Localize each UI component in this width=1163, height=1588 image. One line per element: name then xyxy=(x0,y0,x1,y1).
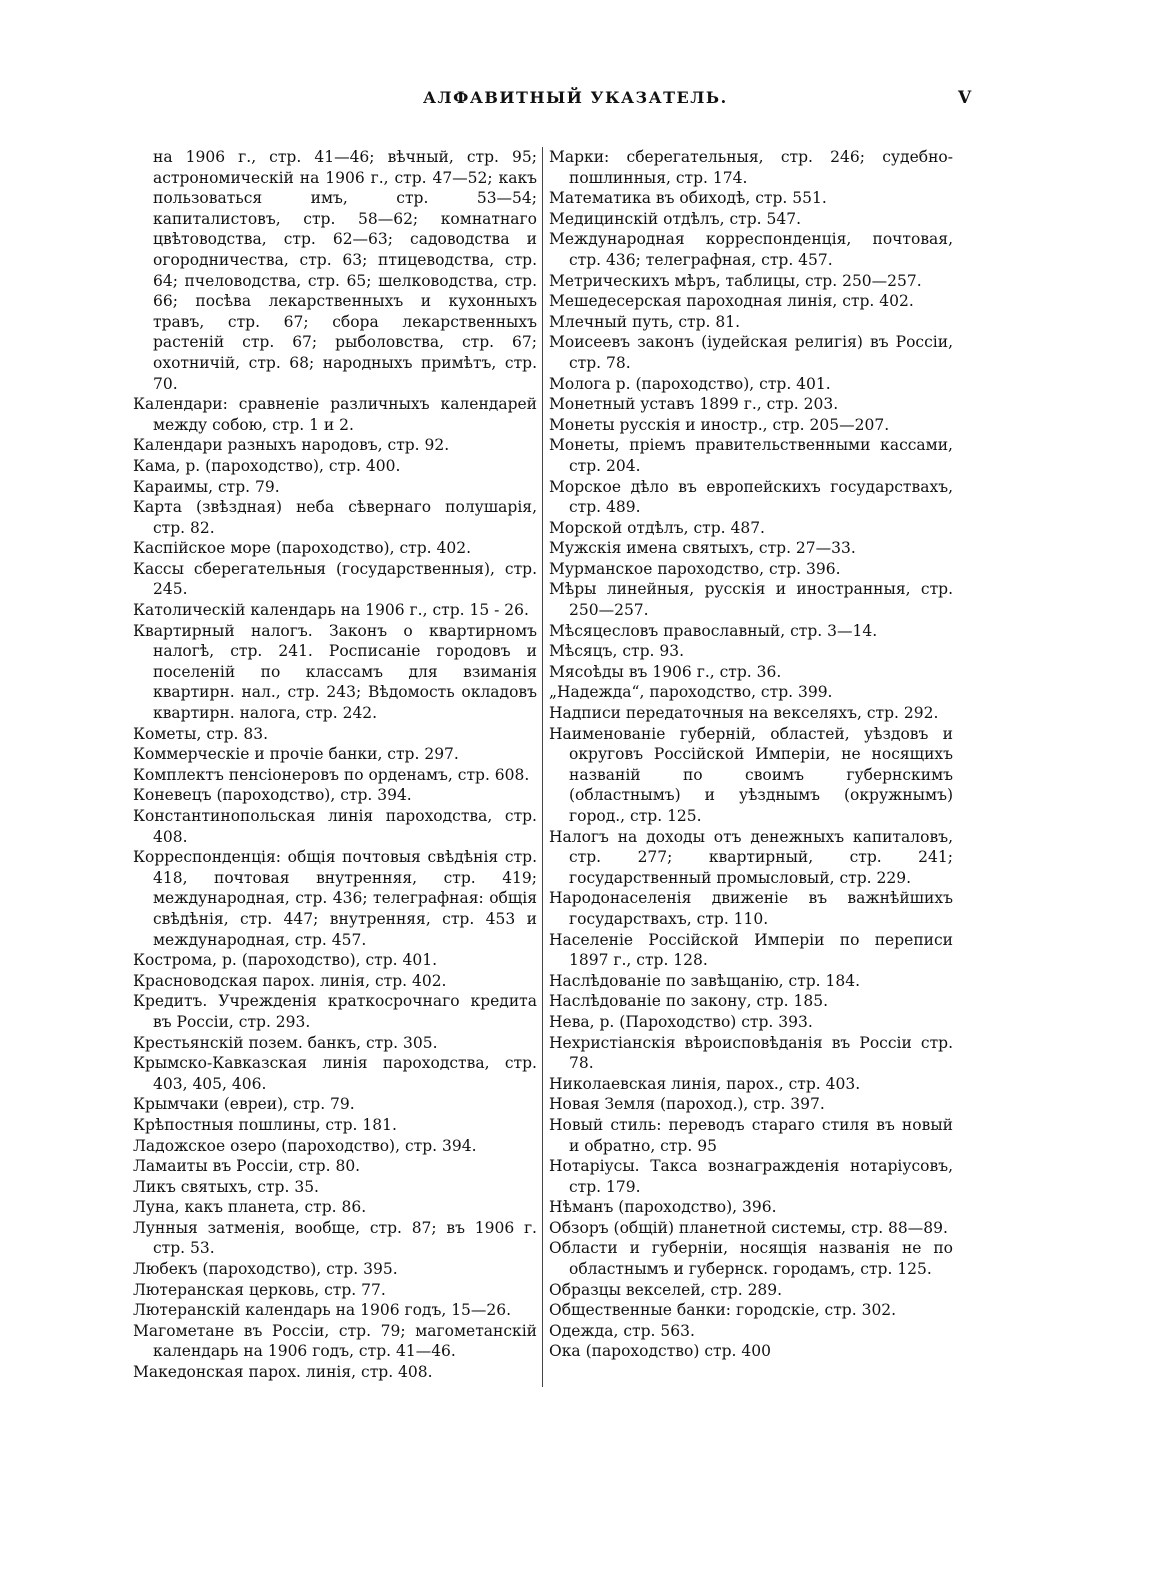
index-entry: Мясоѣды въ 1906 г., стр. 36. xyxy=(549,662,782,681)
index-entry: Новый стиль: переводъ стараго стиля въ новый и обратно, стр. 95 xyxy=(549,1115,953,1155)
index-entry: Красноводская парох. линія, стр. 402. xyxy=(133,971,447,990)
index-entry: Молога р. (пароходство), стр. 401. xyxy=(549,374,831,393)
index-entry: Населеніе Россійской Имперіи по переписи 1897 г., стр. 128. xyxy=(549,930,953,970)
index-entry: Общественные банки: городскіе, стр. 302. xyxy=(549,1301,897,1320)
index-entry: Налогъ на доходы отъ денежныхъ капиталовъ, стр. 277; квартирный, стр. 241; государственный промысловый, стр. 229. xyxy=(549,827,953,887)
index-entry: Корреспонденція: общія почтовыя свѣдѣнія стр. 418, почтовая внутренняя, стр. 419; международная, стр. 436; телеграфная: общія свѣдѣнія, стр. 447; внутренняя, стр. 453 и международная, стр. 457. xyxy=(133,848,537,949)
index-entry: Николаевская линія, парох., стр. 403. xyxy=(549,1074,861,1093)
index-entry: Любекъ (пароходство), стр. 395. xyxy=(133,1260,398,1279)
index-entry: Ока (пароходство) стр. 400 xyxy=(549,1342,771,1361)
index-entry: Магометане въ Россіи, стр. 79; магометанскій календарь на 1906 годъ, стр. 41—46. xyxy=(133,1321,537,1361)
index-entry: Караимы, стр. 79. xyxy=(133,477,280,496)
index-entry: Календари разныхъ народовъ, стр. 92. xyxy=(133,436,450,455)
index-entry: Нева, р. (Пароходство) стр. 393. xyxy=(549,1012,813,1031)
index-entry: Обзоръ (общій) планетной системы, стр. 88—89. xyxy=(549,1218,948,1237)
index-entry: Новая Земля (пароход.), стр. 397. xyxy=(549,1095,825,1114)
index-entry: Морское дѣло въ европейскихъ государствахъ, стр. 489. xyxy=(549,477,953,517)
index-entry: Крымско-Кавказская линія пароходства, стр. 403, 405, 406. xyxy=(133,1054,537,1093)
index-entry: Карта (звѣздная) неба сѣвернаго полушарія, стр. 82. xyxy=(133,498,537,537)
index-entry: Народонаселенія движеніе въ важнѣйшихъ государствахъ, стр. 110. xyxy=(549,889,953,928)
index-entry: Математика въ обиходѣ, стр. 551. xyxy=(549,189,827,208)
page-title: АЛФАВИТНЫЙ УКАЗАТЕЛЬ. xyxy=(423,88,728,107)
index-entry: Мѣры линейныя, русскія и иностранныя, стр. 250—257. xyxy=(549,580,953,620)
index-entry: Лютеранскій календарь на 1906 годъ, 15—26. xyxy=(133,1301,512,1320)
index-entry: Наслѣдованіе по завѣщанію, стр. 184. xyxy=(549,971,861,990)
index-entry: Мужскія имена святыхъ, стр. 27—33. xyxy=(549,539,856,558)
index-entry: Монетный уставъ 1899 г., стр. 203. xyxy=(549,395,839,414)
index-entry: Кредитъ. Учрежденія краткосрочнаго кредита въ Россіи, стр. 293. xyxy=(133,992,537,1031)
index-entry: Кометы, стр. 83. xyxy=(133,724,269,743)
index-entry: Морской отдѣлъ, стр. 487. xyxy=(549,518,765,537)
index-entry: Ликъ святыхъ, стр. 35. xyxy=(133,1177,319,1196)
index-entry: Крѣпостныя пошлины, стр. 181. xyxy=(133,1115,397,1134)
index-entry: Комплектъ пенсіонеровъ по орденамъ, стр. 608. xyxy=(133,765,530,784)
index-entry: Нотаріусы. Такса вознагражденія нотаріусовъ, стр. 179. xyxy=(549,1157,953,1196)
index-entry: Кама, р. (пароходство), стр. 400. xyxy=(133,456,401,475)
index-entry: Нехристіанскія вѣроисповѣданія въ Россіи стр. 78. xyxy=(549,1033,953,1073)
index-entry: Кассы сберегательныя (государственныя), стр. 245. xyxy=(133,559,537,599)
index-entry: Лютеранская церковь, стр. 77. xyxy=(133,1280,386,1299)
index-entry: Мешедесерская пароходная линія, стр. 402. xyxy=(549,292,914,311)
index-entry: Кострома, р. (пароходство), стр. 401. xyxy=(133,951,438,970)
index-entry: Крестьянскій позем. банкъ, стр. 305. xyxy=(133,1033,438,1052)
page-number: V xyxy=(958,88,972,108)
index-entry: Католическій календарь на 1906 г., стр. 15 - 26. xyxy=(133,601,529,620)
index-entry: „Надежда“, пароходство, стр. 399. xyxy=(549,683,833,702)
index-entry: Монеты русскія и иностр., стр. 205—207. xyxy=(549,415,890,434)
index-entry: Моисеевъ законъ (іудейская религія) въ Россіи, стр. 78. xyxy=(549,333,953,372)
index-entry: Надписи передаточныя на векселяхъ, стр. 292. xyxy=(549,704,939,723)
index-entry: Наслѣдованіе по закону, стр. 185. xyxy=(549,992,829,1011)
index-entry: Мурманское пароходство, стр. 396. xyxy=(549,559,841,578)
index-entry: Календари: сравненіе различныхъ календарей между собою, стр. 1 и 2. xyxy=(133,395,537,434)
index-entry: Медицинскій отдѣлъ, стр. 547. xyxy=(549,209,802,228)
index-entry: Нѣманъ (пароходство), 396. xyxy=(549,1198,777,1217)
index-entry: Одежда, стр. 563. xyxy=(549,1321,695,1340)
index-entry: Мѣсяцесловъ православный, стр. 3—14. xyxy=(549,621,878,640)
index-entry: Коммерческіе и прочіе банки, стр. 297. xyxy=(133,745,459,764)
index-entry: Образцы векселей, стр. 289. xyxy=(549,1280,783,1299)
index-entry: Македонская парох. линія, стр. 408. xyxy=(133,1363,433,1382)
index-entry: Лунныя затменія, вообще, стр. 87; въ 1906 г. стр. 53. xyxy=(133,1218,537,1258)
index-entry: Наименованіе губерній, областей, уѣздовъ и округовъ Россійской Имперіи, не носящихъ названій по своимъ губернскимъ (областнымъ) и уѣзднымъ (окружнымъ) город., стр. 125. xyxy=(549,724,953,825)
index-entry: Области и губерніи, носящія названія не по областнымъ и губернск. городамъ, стр. 125. xyxy=(549,1239,953,1279)
index-entry: Мѣсяцъ, стр. 93. xyxy=(549,642,685,661)
index-entry: Ламаиты въ Россіи, стр. 80. xyxy=(133,1157,361,1176)
index-entry: Международная корреспонденція, почтовая, стр. 436; телеграфная, стр. 457. xyxy=(549,230,953,269)
index-entry: на 1906 г., стр. 41—46; вѣчный, стр. 95; астрономическій на 1906 г., стр. 47—52; какъ пользоваться имъ, стр. 53—54; капиталистовъ, стр. 58—62; комнатнаго цвѣтоводства, стр. 62—63; садоводства и огородничества, стр. 63; птицеводства, стр. 64; пчеловодства, стр. 65; шелководства, стр. 66; посѣва лекарственныхъ и кухонныхъ травъ, стр. 67; сбора лекарственныхъ растеній стр. 67; рыболовства, стр. 67; охотничій, стр. 68; народныхъ примѣтъ, стр. 70. xyxy=(153,148,537,393)
index-column-right xyxy=(549,147,953,1362)
index-entry: Квартирный налогъ. Законъ о квартирномъ налогѣ, стр. 241. Росписаніе городовъ и поселеній по классамъ для взиманія квартирн. нал., стр. 243; Вѣдомость окладовъ квартирн. налога, стр. 242. xyxy=(133,621,537,723)
index-column-left xyxy=(133,147,537,1383)
index-entry: Коневецъ (пароходство), стр. 394. xyxy=(133,786,412,805)
index-entry: Метрическихъ мѣръ, таблицы, стр. 250—257. xyxy=(549,271,922,290)
index-entry: Крымчаки (евреи), стр. 79. xyxy=(133,1095,355,1114)
column-divider xyxy=(542,147,543,1387)
index-entry: Монеты, пріемъ правительственными кассами, стр. 204. xyxy=(549,436,953,475)
index-entry: Ладожское озеро (пароходство), стр. 394. xyxy=(133,1136,477,1155)
page-header xyxy=(0,88,1163,112)
index-entry: Млечный путь, стр. 81. xyxy=(549,312,741,331)
index-entry: Марки: сберегательныя, стр. 246; судебно-пошлинныя, стр. 174. xyxy=(549,148,953,187)
index-entry: Каспійское море (пароходство), стр. 402. xyxy=(133,539,471,558)
index-entry: Луна, какъ планета, стр. 86. xyxy=(133,1198,367,1217)
index-entry: Константинопольская линія пароходства, стр. 408. xyxy=(133,807,537,846)
